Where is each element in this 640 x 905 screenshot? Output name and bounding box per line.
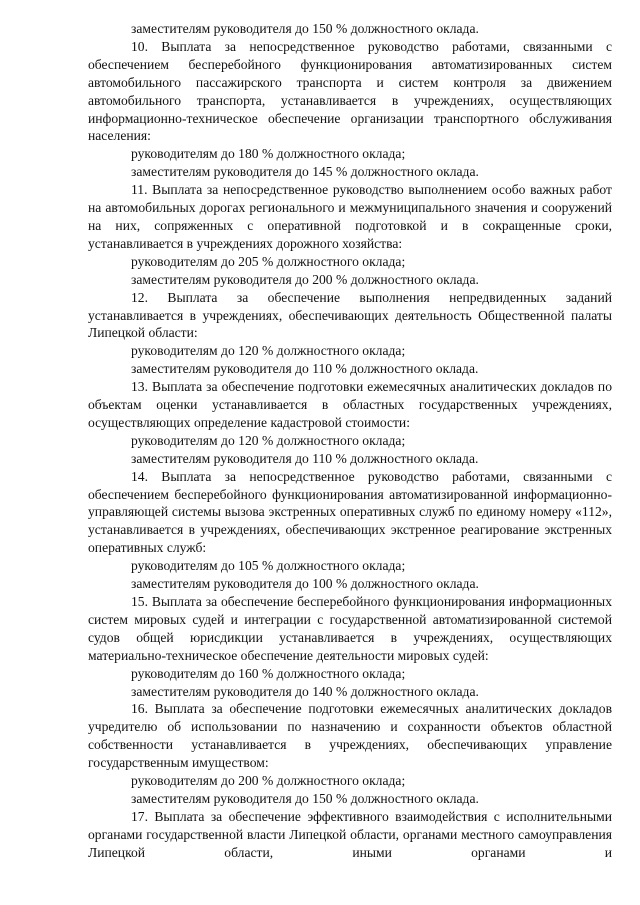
paragraph-10: 10. Выплата за непосредственное руководство работами, связанными с обеспечением бесперебойного функционирования автоматизированных систем автомобильного пассажирского транспорта и систем контроля за движением автомобильного транспорта, устанавливается в учреждениях, осуществляющих информационно-техническое обеспечение организации транспортного обслуживания населения: [88,38,612,144]
paragraph-13-heads: руководителям до 120 % должностного оклада; [131,432,406,448]
paragraph-16-heads: руководителям до 200 % должностного оклада; [131,773,406,789]
paragraph-12: 12. Выплата за обеспечение выполнения непредвиденных заданий устанавливается в учреждениях, обеспечивающих деятельность Общественной палаты Липецкой области: [88,289,612,341]
paragraph-17: 17. Выплата за обеспечение эффективного взаимодействия с исполнительными органами государственной власти Липецкой области, органами местного самоуправления Липецкой области, иными органами и [88,808,612,860]
paragraph-14-deputies: заместителям руководителя до 100 % должностного оклада. [131,576,479,592]
paragraph-15: 15. Выплата за обеспечение бесперебойного функционирования информационных систем мировых судей и интеграции с государственной автоматизированной системой судов общей юрисдикции устанавливается в учреждениях, осуществляющих материально-техническое обеспечение деятельности мировых судей: [88,594,612,663]
paragraph-16-deputies: заместителям руководителя до 150 % должностного оклада. [131,790,479,806]
paragraph-14-heads: руководителям до 105 % должностного оклада; [131,558,406,574]
paragraph-13-deputies: заместителям руководителя до 110 % должностного оклада. [131,450,479,466]
paragraph-11-deputies: заместителям руководителя до 200 % должностного оклада. [131,271,479,287]
paragraph-9-deputies: заместителям руководителя до 150 % должностного оклада. [131,21,479,36]
paragraph-12-heads: руководителям до 120 % должностного оклада; [131,343,406,359]
paragraph-15-heads: руководителям до 160 % должностного оклада; [131,665,406,681]
paragraph-11-heads: руководителям до 205 % должностного оклада; [131,253,406,269]
paragraph-10-deputies: заместителям руководителя до 145 % должностного оклада. [131,164,479,180]
paragraph-11: 11. Выплата за непосредственное руководство выполнением особо важных работ на автомобильных дорогах регионального и межмуниципального значения и сооружений на них, сопряженных с оперативной подготовкой и в сокращенные сроки, устанавливается в учреждениях дорожного хозяйства: [88,182,612,251]
paragraph-10-heads: руководителям до 180 % должностного оклада; [131,146,406,162]
paragraph-15-deputies: заместителям руководителя до 140 % должностного оклада. [131,683,479,699]
document-body [88,20,612,862]
paragraph-16: 16. Выплата за обеспечение подготовки ежемесячных аналитических докладов учредителю об использовании по назначению и сохранности объектов областной собственности устанавливается в учреждениях, обеспечивающих управление государственным имуществом: [88,701,612,771]
paragraph-14: 14. Выплата за непосредственное руководство работами, связанными с обеспечением бесперебойного функционирования автоматизированной информационно-управляющей системы вызова экстренных оперативных служб по единому номеру «112», устанавливается в учреждениях, обеспечивающих экстренное реагирование экстренных оперативных служб: [88,468,612,556]
paragraph-13: 13. Выплата за обеспечение подготовки ежемесячных аналитических докладов по объектам оценки устанавливается в областных государственных учреждениях, осуществляющих определение кадастровой стоимости: [88,379,612,430]
paragraph-12-deputies: заместителям руководителя до 110 % должностного оклада. [131,361,479,377]
